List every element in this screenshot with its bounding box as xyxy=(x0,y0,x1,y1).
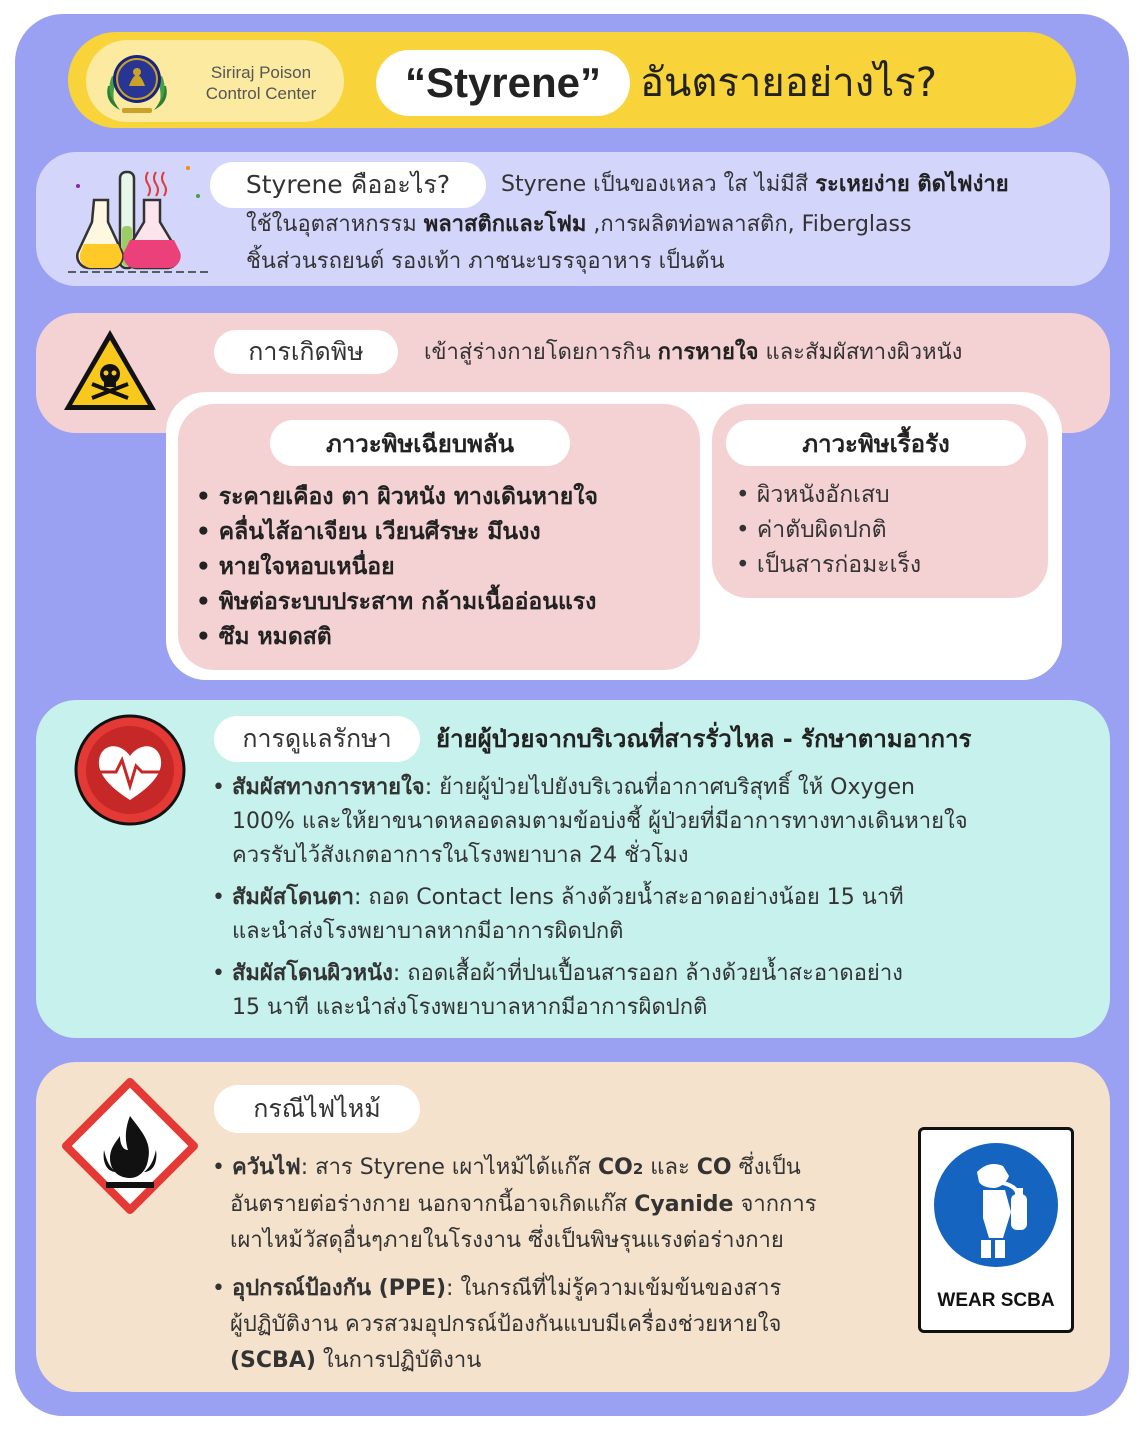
poisoning-route xyxy=(424,334,962,372)
chronic-item-text: ค่าตับผิดปกติ xyxy=(756,517,887,543)
cyanide-text: Cyanide xyxy=(634,1192,734,1217)
org-name xyxy=(186,62,336,104)
smoke-text: และ xyxy=(643,1155,697,1180)
acute-list xyxy=(196,480,598,655)
route-text: เข้าสู่ร่างกายโดยการกิน xyxy=(424,340,658,365)
treatment-item-title: สัมผัสโดนผิวหนัง xyxy=(231,961,393,986)
what-is-label: Styrene คืออะไร? xyxy=(210,162,486,208)
acute-item-text: ซึม หมดสติ xyxy=(218,624,332,650)
ppe-text: ในการปฏิบัติงาน xyxy=(315,1348,482,1373)
treatment-item-text: และนำส่งโรงพยาบาลหากมีอาการผิดปกติ xyxy=(232,919,624,944)
route-bold: การหายใจ xyxy=(657,340,759,365)
flammable-icon xyxy=(60,1076,200,1216)
treatment-item-text: : ถอด Contact lens ล้างด้วยน้ำสะอาดอย่างน้อย 15 นาที xyxy=(354,885,904,910)
chronic-item-text: ผิวหนังอักเสบ xyxy=(756,482,890,508)
list-item: • หายใจหอบเหนื่อย xyxy=(196,554,395,580)
fire-label: กรณีไฟไหม้ xyxy=(214,1085,420,1133)
scba-bold: (SCBA) xyxy=(230,1348,316,1373)
list-item: • สัมผัสทางการหายใจ: ย้ายผู้ป่วยไปยังบริเวณที่อากาศบริสุทธิ์ ให้ Oxygen xyxy=(212,775,915,800)
what-is-line1-text: Styrene เป็นของเหลว ใส ไม่มีสี xyxy=(501,172,816,197)
treatment-item-text: : ย้ายผู้ป่วยไปยังบริเวณที่อากาศบริสุทธิ์ ให้ Oxygen xyxy=(424,775,915,800)
list-item: • ค่าตับผิดปกติ xyxy=(736,517,887,543)
treatment-item-text: ควรรับไว้สังเกตอาการในโรงพยาบาล 24 ชั่วโมง xyxy=(232,843,689,868)
chronic-list xyxy=(736,478,921,583)
seal-logo-icon xyxy=(98,46,176,116)
what-is-line2 xyxy=(246,206,911,244)
fire-list xyxy=(212,1150,817,1379)
co2-text: CO xyxy=(598,1155,633,1180)
list-item: • ผิวหนังอักเสบ xyxy=(736,482,890,508)
treatment-item-title: สัมผัสโดนตา xyxy=(231,885,355,910)
chronic-title: ภาวะพิษเรื้อรัง xyxy=(726,420,1026,466)
list-item: • ควันไฟ: สาร Styrene เผาไหม้ได้แก๊ส CO2 และ CO ซึ่งเป็น xyxy=(212,1155,801,1180)
list-item: • สัมผัสโดนผิวหนัง: ถอดเสื้อผ้าที่ปนเปื้อนสารออก ล้างด้วยน้ำสะอาดอย่าง xyxy=(212,961,903,986)
list-item: • พิษต่อระบบประสาท กล้ามเนื้ออ่อนแรง xyxy=(196,589,597,615)
ppe-line2: ผู้ปฏิบัติงาน ควรสวมอุปกรณ์ป้องกันแบบมีเครื่องช่วยหายใจ xyxy=(230,1312,782,1337)
ppe-text: : ในกรณีที่ไม่รู้ความเข้มข้นของสาร xyxy=(446,1276,782,1301)
list-item: • เป็นสารก่อมะเร็ง xyxy=(736,552,922,578)
heart-rate-icon xyxy=(72,712,188,828)
acute-item-text: หายใจหอบเหนื่อย xyxy=(218,554,395,580)
title-chemical: “Styrene” xyxy=(376,50,630,116)
smoke-text: อันตรายต่อร่างกาย นอกจากนี้อาจเกิดแก๊ส xyxy=(230,1192,635,1217)
acute-title: ภาวะพิษเฉียบพลัน xyxy=(270,420,570,466)
smoke-line2 xyxy=(212,1187,817,1223)
route-rest: และสัมผัสทางผิวหนัง xyxy=(758,340,963,365)
acute-item-text: ระคายเคือง ตา ผิวหนัง ทางเดินหายใจ xyxy=(218,484,598,510)
acute-item-text: คลื่นไส้อาเจียน เวียนศีรษะ มึนงง xyxy=(218,519,541,545)
smoke-text: ซึ่งเป็น xyxy=(731,1155,801,1180)
treatment-item-title: สัมผัสทางการหายใจ xyxy=(231,775,425,800)
acute-item-text: พิษต่อระบบประสาท กล้ามเนื้ออ่อนแรง xyxy=(218,589,597,615)
smoke-text: : สาร Styrene เผาไหม้ได้แก๊ส xyxy=(300,1155,599,1180)
chronic-item-text: เป็นสารก่อมะเร็ง xyxy=(756,552,922,578)
what-is-line2-rest: ,การผลิตท่อพลาสติก, Fiberglass xyxy=(586,212,912,237)
ppe-line3 xyxy=(212,1343,817,1379)
what-is-line1 xyxy=(501,166,1009,204)
list-item: • ระคายเคือง ตา ผิวหนัง ทางเดินหายใจ xyxy=(196,484,598,510)
what-is-line2-bold: พลาสติกและโฟม xyxy=(423,212,587,237)
co-text: CO xyxy=(696,1155,732,1180)
list-item: • สัมผัสโดนตา: ถอด Contact lens ล้างด้วยน้ำสะอาดอย่างน้อย 15 นาที xyxy=(212,885,904,910)
treatment-label: การดูแลรักษา xyxy=(214,716,420,762)
treatment-list xyxy=(212,771,968,1025)
smoke-text: จากการ xyxy=(733,1192,817,1217)
treatment-item-text: : ถอดเสื้อผ้าที่ปนเปื้อนสารออก ล้างด้วยน้ำสะอาดอย่าง xyxy=(392,961,903,986)
org-name-line2: Control Center xyxy=(205,84,317,103)
list-item: • อุปกรณ์ป้องกัน (PPE): ในกรณีที่ไม่รู้ความเข้มข้นของสาร xyxy=(212,1276,782,1301)
scba-icon xyxy=(933,1142,1059,1268)
co2-subscript: 2 xyxy=(632,1160,644,1178)
treatment-headline: ย้ายผู้ป่วยจากบริเวณที่สารรั่วไหล - รักษาตามอาการ xyxy=(436,725,972,753)
treatment-item-text: 100% และให้ยาขนาดหลอดลมตามข้อบ่งชี้ ผู้ป่วยที่มีอาการทางทางเดินหายใจ xyxy=(232,809,968,834)
treatment-item-text: 15 นาที และนำส่งโรงพยาบาลหากมีอาการผิดปกติ xyxy=(232,995,708,1020)
what-is-line2-text: ใช้ในอุตสาหกรรม xyxy=(246,212,424,237)
poisoning-label: การเกิดพิษ xyxy=(214,330,398,374)
smoke-title: ควันไฟ xyxy=(231,1155,301,1180)
toxic-warning-icon xyxy=(60,326,160,416)
org-name-line1: Siriraj Poison xyxy=(210,63,312,82)
scba-sign xyxy=(918,1127,1074,1333)
lab-flasks-icon xyxy=(48,156,212,280)
scba-caption: WEAR SCBA xyxy=(937,1290,1055,1311)
ppe-title: อุปกรณ์ป้องกัน (PPE) xyxy=(231,1276,447,1301)
smoke-line3: เผาไหม้วัสดุอื่นๆภายในโรงงาน ซึ่งเป็นพิษรุนแรงต่อร่างกาย xyxy=(230,1228,784,1253)
list-item: • ซึม หมดสติ xyxy=(196,624,332,650)
what-is-line1-bold: ระเหยง่าย ติดไฟง่าย xyxy=(815,172,1009,197)
list-item: • คลื่นไส้อาเจียน เวียนศีรษะ มึนงง xyxy=(196,519,541,545)
what-is-line3: ชิ้นส่วนรถยนต์ รองเท้า ภาชนะบรรจุอาหาร เป็นต้น xyxy=(246,249,725,274)
title-question: อันตรายอย่างไร? xyxy=(640,60,938,106)
